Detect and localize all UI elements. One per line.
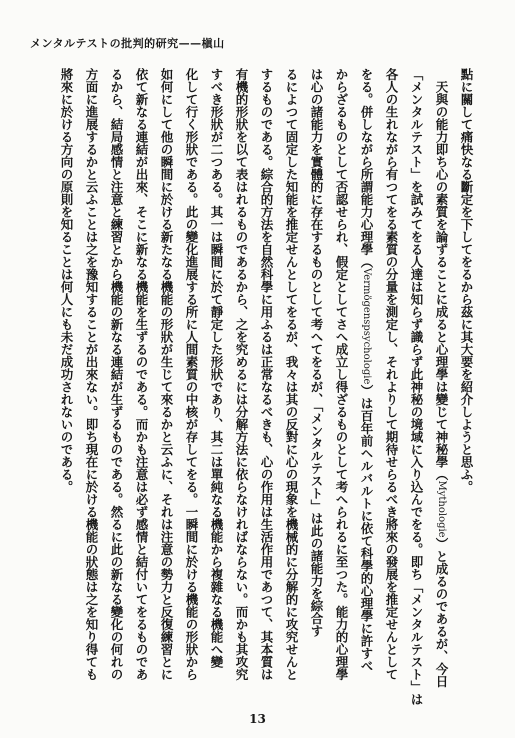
text-column: 「メンタルテスト」を試みてをる人達は知らず識らず此神秘の境域に入り込んでをる。即ち「メンタルテスト」は — [409, 68, 424, 706]
text-column: するものである。綜合的方法を自然科學に用ふるは正常なるべきも、心の作用は生活作用であつて、其本質は — [259, 68, 274, 681]
text-column: 方面に進展するかと云ふことは之を豫知することが出來ない。即ち現在に於ける機能の狀態は之を知り得ても — [84, 68, 99, 681]
text-column: 化して行く形狀である。此の變化進展する所に人間素質の中核が存してをる。一瞬間に於ける機能の形狀から — [184, 68, 199, 681]
text-column: 如何にして他の瞬間に於ける新たなる機能の形狀が生じて來るかと云ふに、それは注意の勢力と反復練習とに — [159, 68, 174, 681]
text-column: 將來に於ける方向の原則を知ることは何人にも未だ成功されないのである。 — [59, 68, 74, 493]
text-column: 各人の生れながら有つてをる素質の分量を測定し、それよりして期待せらるべき將來の發展を推定せんとして — [384, 68, 399, 681]
running-head: メンタルテストの批判的研究——槇山 — [30, 37, 225, 50]
text-column: るによつて固定した知能を推定せんとしてをるが、我々は其の反對に心の現象を機械的に分解的に攻究せんと — [284, 68, 299, 681]
text-column: るから、結局感情と注意と練習とから機能の新なる連結が生ずるものである。然るに此の新なる變化の何れの — [109, 68, 124, 681]
text-column: をる。併しながら所謂能力心理學（Vermögenspsychologie）は百年前ヘルバルトに依て科學的心理學に許すべ — [359, 68, 374, 672]
text-column: 點に關して痛快なる斷定を下してをるから茲に其大要を紹介しようと思ふ。 — [459, 68, 474, 493]
body-text — [54, 68, 479, 708]
text-column: は心の諸能力を實體的に存在するものとして考へてをるが、「メンタルテスト」は此の諸能力を綜合す — [309, 68, 324, 637]
latin-term: Vermögenspsychologie — [361, 268, 372, 385]
text-column: 依て新なる連結が出來、そこに新なる機能を生ずるのである。而かも注意は必ず感情と結付いてをるものであ — [134, 68, 149, 681]
page-number: 13 — [249, 712, 266, 726]
latin-term: Mythologie — [436, 480, 447, 538]
text-column: 天與の能力即ち心の素質を論ずることに成ると心理學は變じて神秘學（Mythologie）と成るのであるが、今日 — [434, 68, 449, 688]
text-column: 有機的形狀を以て表はれるものであるから、之を究めるには分解方法に依らなければならない。而かも其攻究 — [234, 68, 249, 681]
text-column: からざるものとして否認せられ、假定としてさへ成立し得ざるものとして考へられるに至つた。能力的心理學 — [334, 68, 349, 681]
text-column: すべき形狀が二つある。其一は瞬間に於て靜定した形狀であり、其二は單純なる機能から複雜なる機能へ變 — [209, 68, 224, 668]
